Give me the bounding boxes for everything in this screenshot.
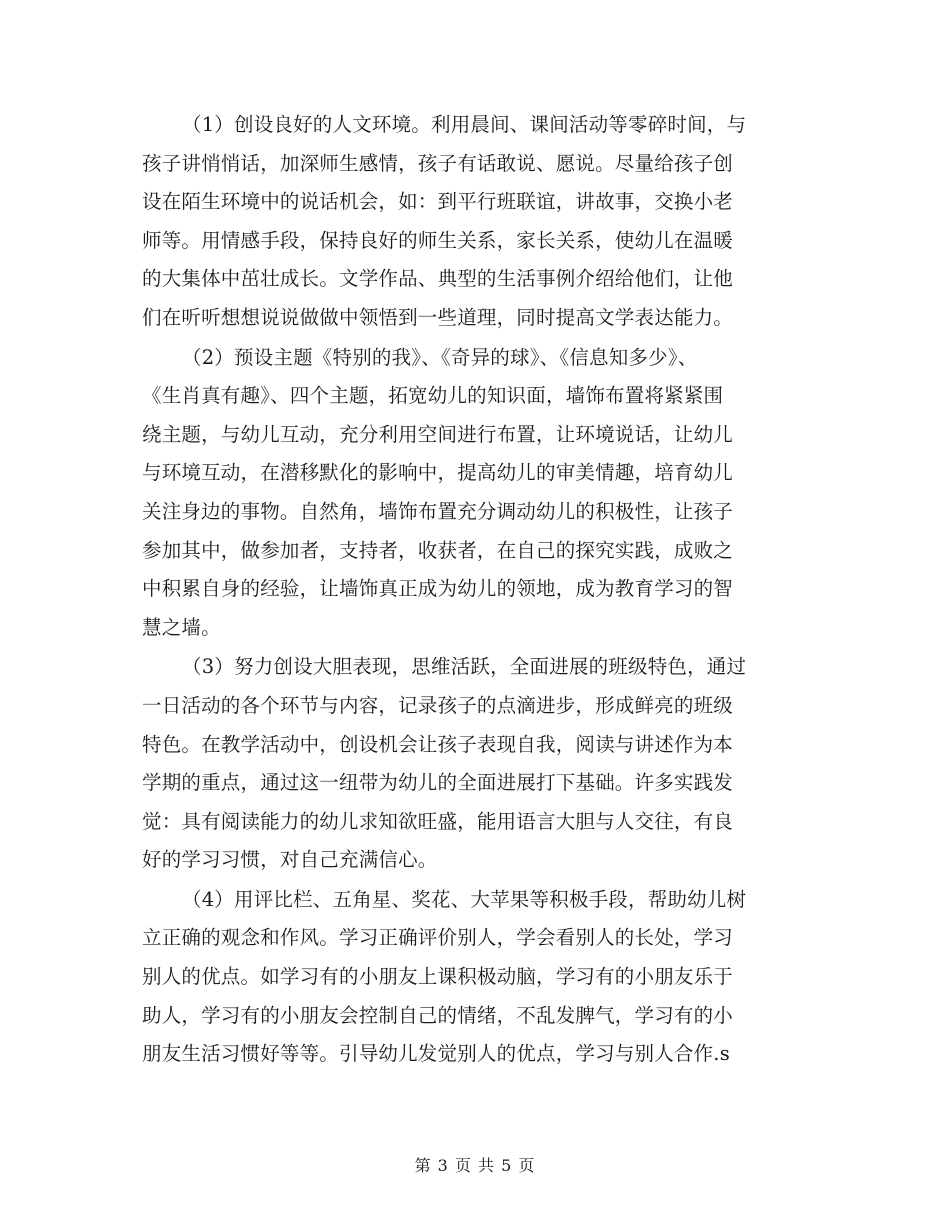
paragraph-line: 们在听听想想说说做做中领悟到一些道理，同时提高文学表达能力。 <box>142 305 734 329</box>
paragraph-line: 别人的优点。如学习有的小朋友上课积极动脑，学习有的小朋友乐于 <box>142 965 734 989</box>
paragraph-line: 慧之墙。 <box>142 615 221 639</box>
paragraph-line: 特色。在教学活动中，创设机会让孩子表现自我，阅读与讲述作为本 <box>142 732 734 756</box>
paragraph-line: 与环境互动，在潜移默化的影响中，提高幼儿的审美情趣，培育幼儿 <box>142 461 734 485</box>
document-body <box>142 106 810 1075</box>
paragraph-line: 学期的重点，通过这一纽带为幼儿的全面进展打下基础。许多实践发 <box>142 771 734 795</box>
paragraph-line: 的大集体中茁壮成长。文学作品、典型的生活事例介绍给他们，让他 <box>142 267 734 291</box>
paragraph-line: 好的学习习惯，对自己充满信心。 <box>142 848 438 872</box>
paragraph-line: 绕主题，与幼儿互动，充分利用空间进行布置，让环境说话，让幼儿 <box>142 422 734 446</box>
paragraph-2 <box>142 339 810 648</box>
paragraph-line: （3）努力创设大胆表现，思维活跃，全面进展的班级特色，通过 <box>182 655 747 679</box>
paragraph-line: （1）创设良好的人文环境。利用晨间、课间活动等零碎时间，与 <box>182 113 747 136</box>
paragraph-4 <box>142 881 810 1074</box>
paragraph-line: 立正确的观念和作风。学习正确评价别人，学会看别人的长处，学习 <box>142 926 734 950</box>
page-number-footer: 第 3 页 共 5 页 <box>414 1156 536 1175</box>
paragraph-1 <box>142 106 810 338</box>
paragraph-line: 助人，学习有的小朋友会控制自己的情绪，不乱发脾气，学习有的小 <box>142 1003 734 1027</box>
paragraph-line: 一日活动的各个环节与内容，记录孩子的点滴进步，形成鲜亮的班级 <box>142 693 734 717</box>
paragraph-line: 觉：具有阅读能力的幼儿求知欲旺盛，能用语言大胆与人交往，有良 <box>142 809 734 833</box>
paragraph-line: 关注身边的事物。自然角，墙饰布置充分调动幼儿的积极性，让孩子 <box>142 499 734 523</box>
paragraph-line: 孩子讲悄悄话，加深师生感情，孩子有话敢说、愿说。尽量给孩子创 <box>142 151 734 175</box>
paragraph-line: （4）用评比栏、五角星、奖花、大苹果等积极手段，帮助幼儿树 <box>182 887 747 911</box>
paragraph-line: 《生肖真有趣》、四个主题，拓宽幼儿的知识面，墙饰布置将紧紧围 <box>142 384 724 408</box>
paragraph-line: 师等。用情感手段，保持良好的师生关系，家长关系，使幼儿在温暖 <box>142 228 734 252</box>
paragraph-line: （2）预设主题《特别的我》、《奇异的球》、《信息知多少》、 <box>182 345 698 369</box>
paragraph-line: 朋友生活习惯好等等。引导幼儿发觉别人的优点，学习与别人合作.s <box>142 1042 730 1066</box>
paragraph-line: 中积累自身的经验，让墙饰真正成为幼儿的领地，成为教育学习的智 <box>142 577 734 601</box>
paragraph-line: 参加其中，做参加者，支持者，收获者，在自己的探究实践，成败之 <box>142 538 734 562</box>
paragraph-3 <box>142 648 810 880</box>
paragraph-line: 设在陌生环境中的说话机会，如：到平行班联谊，讲故事，交换小老 <box>142 190 734 214</box>
